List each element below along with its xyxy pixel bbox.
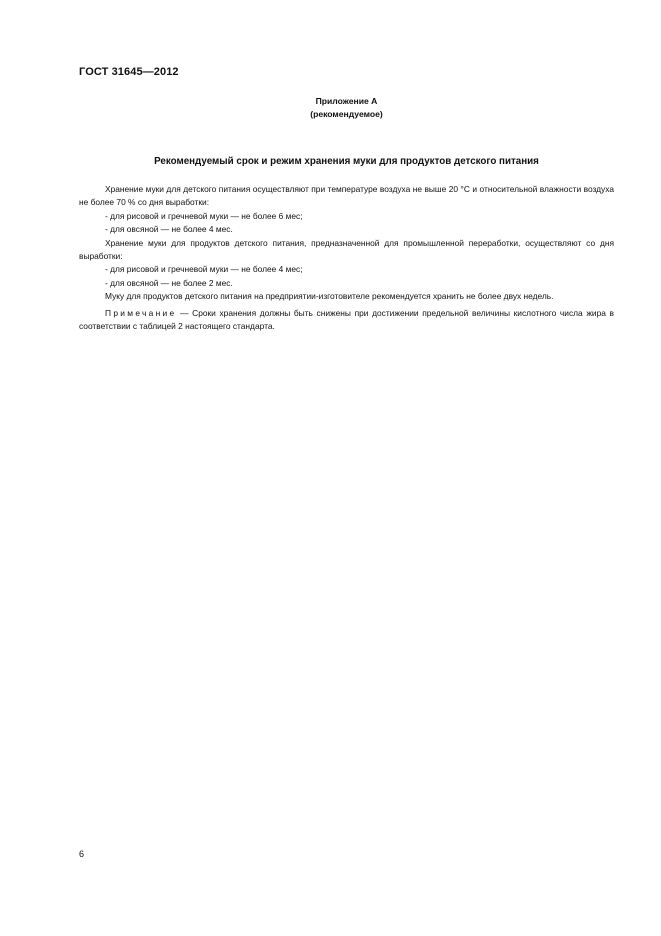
note-paragraph: [79, 307, 614, 334]
note-label: Примечание: [105, 307, 177, 318]
paragraph-industrial-storage: Хранение муки для продуктов детского питания, предназначенной для промышленной переработки, осуществляют со дня выработки:: [79, 237, 614, 262]
list-item: - для рисовой и гречневой муки — не более 4 мес;: [105, 264, 303, 275]
appendix-status: (рекомендуемое): [310, 109, 383, 119]
list-item: - для овсяной — не более 4 мес.: [105, 224, 233, 235]
paragraph-manufacturer-storage: Муку для продуктов детского питания на предприятии-изготовителе рекомендуется хранить не более двух недель.: [105, 291, 554, 302]
appendix-label: Приложение А: [315, 96, 378, 106]
document-header: ГОСТ 31645—2012: [79, 66, 179, 78]
page-number: 6: [79, 849, 85, 859]
paragraph-storage-conditions: Хранение муки для детского питания осуществляют при температуре воздуха не выше 20 °С и относительной влажности воздуха не более 70 % со дня выработки:: [79, 184, 614, 208]
list-item: - для рисовой и гречневой муки — не более 6 мес;: [105, 210, 303, 221]
appendix-heading: [79, 95, 614, 121]
section-title: Рекомендуемый срок и режим хранения муки для продуктов детского питания: [154, 156, 539, 167]
list-item: - для овсяной — не более 2 мес.: [105, 277, 233, 288]
note-text: — Сроки хранения должны быть снижены при достижении предельной величины кислотного числа жира в соответствии с таблицей 2 настоящего стандарта.: [79, 307, 614, 332]
body-text: [79, 183, 614, 333]
